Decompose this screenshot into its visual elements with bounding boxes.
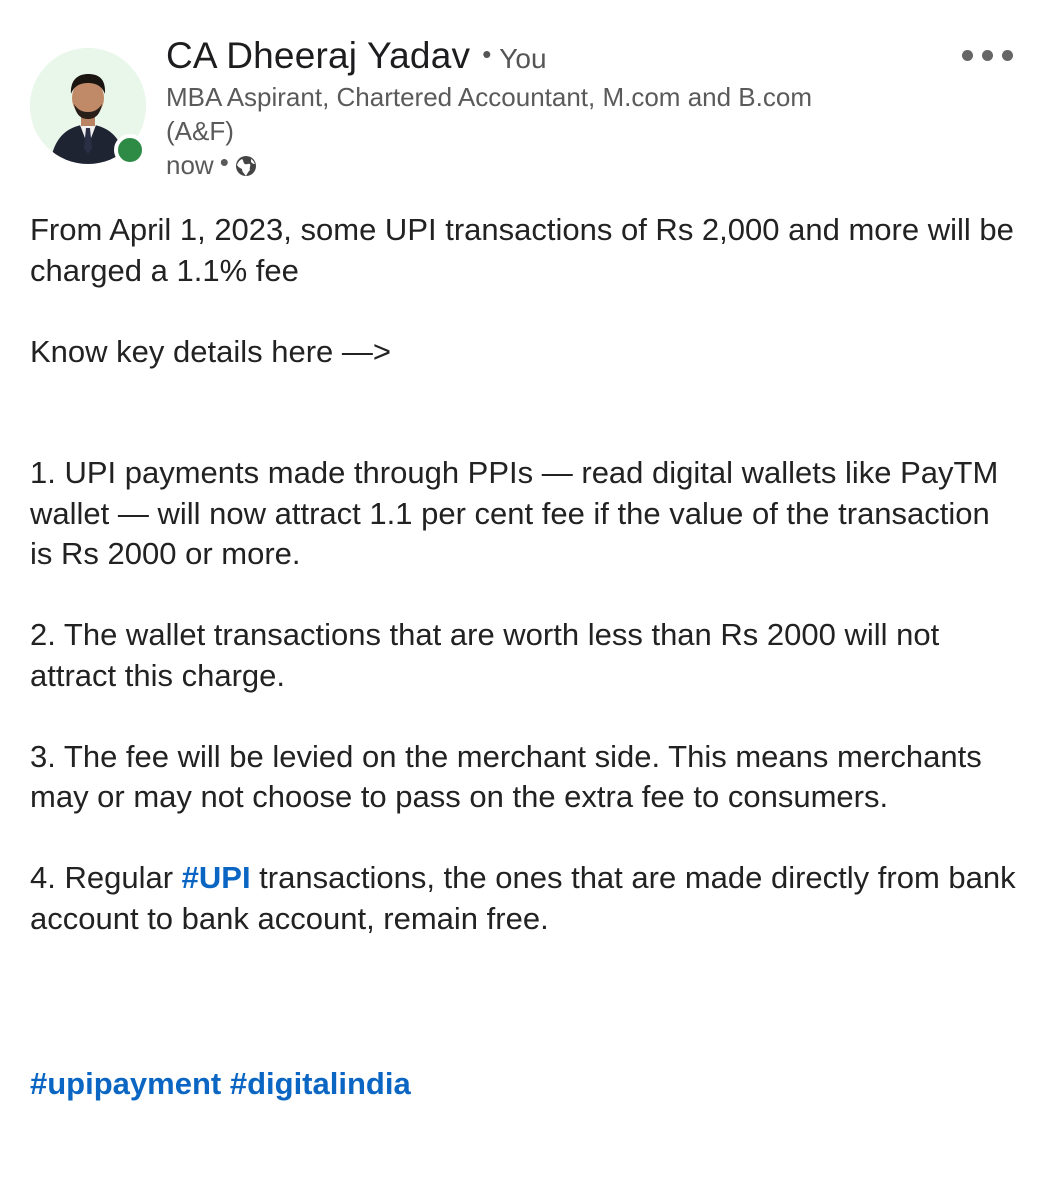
post-header bbox=[30, 30, 1020, 180]
more-dot-icon bbox=[962, 50, 973, 61]
author-name[interactable]: CA Dheeraj Yadav bbox=[166, 35, 471, 76]
point-4-prefix: 4. Regular bbox=[30, 860, 182, 895]
more-dot-icon bbox=[1002, 50, 1013, 61]
post-intro: From April 1, 2023, some UPI transactions of Rs 2,000 and more will be charged a 1.1% fee bbox=[30, 212, 1014, 288]
post-meta bbox=[166, 148, 257, 182]
post-point-3: 3. The fee will be levied on the merchant side. This means merchants may or may not choose to pass on the extra fee to consumers. bbox=[30, 738, 982, 814]
globe-icon bbox=[235, 155, 257, 177]
more-options-button[interactable] bbox=[958, 46, 1018, 66]
post-timestamp: now bbox=[166, 150, 214, 180]
post-point-4 bbox=[30, 858, 1020, 939]
more-dot-icon bbox=[982, 50, 993, 61]
meta-separator: • bbox=[219, 147, 229, 177]
author-relation: You bbox=[499, 43, 547, 74]
author-name-line bbox=[166, 34, 547, 81]
point-4-suffix: transactions, the ones that are made directly from bank account to bank account, remain free. bbox=[30, 860, 1016, 936]
hashtag-digitalindia-link[interactable]: #digitalindia bbox=[229, 1066, 411, 1101]
post-body bbox=[30, 210, 1020, 939]
hashtag-upi-link[interactable]: #UPI bbox=[181, 860, 251, 895]
hashtags-line bbox=[30, 1064, 411, 1104]
post-point-1: 1. UPI payments made through PPIs — read digital wallets like PayTM wallet — will now attract 1.1 per cent fee if the value of the transaction is Rs 2000 or more. bbox=[30, 455, 999, 571]
name-separator: • bbox=[482, 39, 492, 69]
post-point-2: 2. The wallet transactions that are worth less than Rs 2000 will not attract this charge. bbox=[30, 617, 940, 693]
hashtag-upipayment-link[interactable]: #upipayment bbox=[30, 1066, 222, 1101]
online-status-dot bbox=[114, 134, 146, 166]
post-lead: Know key details here —> bbox=[30, 333, 391, 369]
author-headline: MBA Aspirant, Chartered Accountant, M.com and B.com (A&F) bbox=[166, 82, 812, 146]
